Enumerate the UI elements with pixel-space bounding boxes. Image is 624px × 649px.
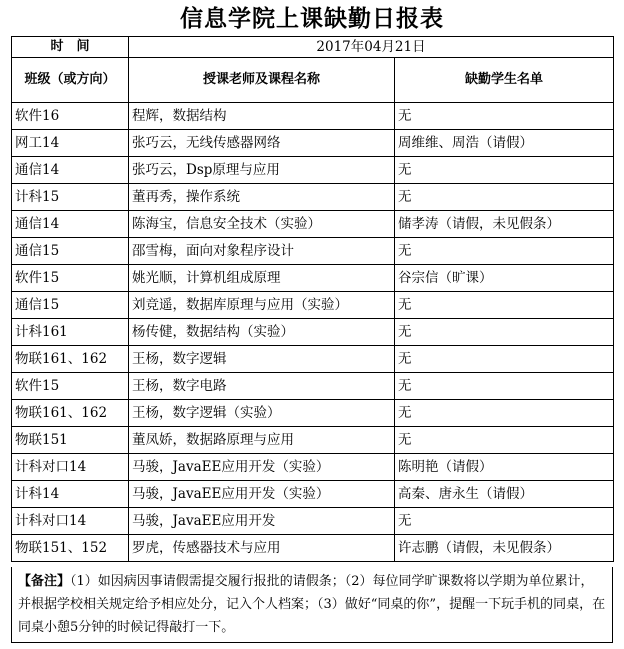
class-cell: 软件16 [12,103,129,130]
absent-cell: 无 [395,427,614,454]
class-cell: 计科对口14 [12,508,129,535]
table-row [12,454,614,481]
absent-cell: 无 [395,346,614,373]
course-cell: 王杨，数字逻辑（实验） [129,400,395,427]
course-cell: 刘竞遥，数据库原理与应用（实验） [129,292,395,319]
absent-cell: 高秦、唐永生（请假） [395,481,614,508]
table-row [12,157,614,184]
table-row [12,211,614,238]
remarks-label: 【备注】 [18,574,71,589]
class-cell: 软件15 [12,373,129,400]
table-row [12,373,614,400]
class-cell: 计科14 [12,481,129,508]
time-row [12,37,614,58]
class-cell: 通信14 [12,211,129,238]
class-cell: 计科对口14 [12,454,129,481]
course-cell: 董再秀，操作系统 [129,184,395,211]
table-row [12,481,614,508]
absent-cell: 周维维、周浩（请假） [395,130,614,157]
course-cell: 杨传健，数据结构（实验） [129,319,395,346]
absent-cell: 陈明艳（请假） [395,454,614,481]
class-cell: 物联151 [12,427,129,454]
course-cell: 王杨，数字逻辑 [129,346,395,373]
absent-cell: 无 [395,103,614,130]
table-row [12,265,614,292]
time-label: 时 间 [12,37,129,58]
table-row [12,238,614,265]
table-row [12,346,614,373]
absent-cell: 无 [395,373,614,400]
absent-cell: 许志鹏（请假，未见假条） [395,535,614,562]
course-cell: 马骏，JavaEE应用开发 [129,508,395,535]
table-row [12,184,614,211]
class-cell: 通信15 [12,292,129,319]
absent-cell: 储孝涛（请假，未见假条） [395,211,614,238]
absent-cell: 无 [395,157,614,184]
remarks-text: （1）如因病因事请假需提交履行报批的请假条；（2）每位同学旷课数将以学期为单位累计，并根据学校相关规定给予相应处分，记入个人档案；（3）做好“同桌的你”，提醒一下玩手机的同桌，在同桌小憩5分钟的时候记得敲打一下。 [18,574,606,635]
course-cell: 王杨，数字电路 [129,373,395,400]
table-row [12,130,614,157]
teacher-course-header: 授课老师及课程名称 [129,58,395,103]
course-cell: 张巧云，Dsp原理与应用 [129,157,395,184]
remarks [11,567,613,643]
table-row [12,103,614,130]
class-cell: 物联161、162 [12,346,129,373]
course-cell: 罗虎，传感器技术与应用 [129,535,395,562]
header-row [12,58,614,103]
absent-cell: 无 [395,184,614,211]
class-cell: 计科15 [12,184,129,211]
class-header: 班级（或方向） [12,58,129,103]
class-cell: 网工14 [12,130,129,157]
course-cell: 董凤娇，数据路原理与应用 [129,427,395,454]
class-cell: 物联161、162 [12,400,129,427]
course-cell: 程辉，数据结构 [129,103,395,130]
absent-cell: 无 [395,238,614,265]
course-cell: 张巧云，无线传感器网络 [129,130,395,157]
course-cell: 马骏，JavaEE应用开发（实验） [129,454,395,481]
class-cell: 物联151、152 [12,535,129,562]
course-cell: 马骏，JavaEE应用开发（实验） [129,481,395,508]
absent-cell: 谷宗信（旷课） [395,265,614,292]
absent-header: 缺勤学生名单 [395,58,614,103]
table-row [12,427,614,454]
class-cell: 计科161 [12,319,129,346]
course-cell: 陈海宝，信息安全技术（实验） [129,211,395,238]
page-title: 信息学院上课缺勤日报表 [180,6,444,32]
absent-cell: 无 [395,319,614,346]
absence-table [11,36,614,562]
class-cell: 软件15 [12,265,129,292]
course-cell: 邵雪梅，面向对象程序设计 [129,238,395,265]
table-row [12,535,614,562]
table-row [12,400,614,427]
report-date: 2017年04月21日 [129,37,614,58]
table-row [12,292,614,319]
course-cell: 姚光顺，计算机组成原理 [129,265,395,292]
table-row [12,319,614,346]
class-cell: 通信15 [12,238,129,265]
class-cell: 通信14 [12,157,129,184]
table-row [12,508,614,535]
absent-cell: 无 [395,508,614,535]
absent-cell: 无 [395,292,614,319]
absent-cell: 无 [395,400,614,427]
